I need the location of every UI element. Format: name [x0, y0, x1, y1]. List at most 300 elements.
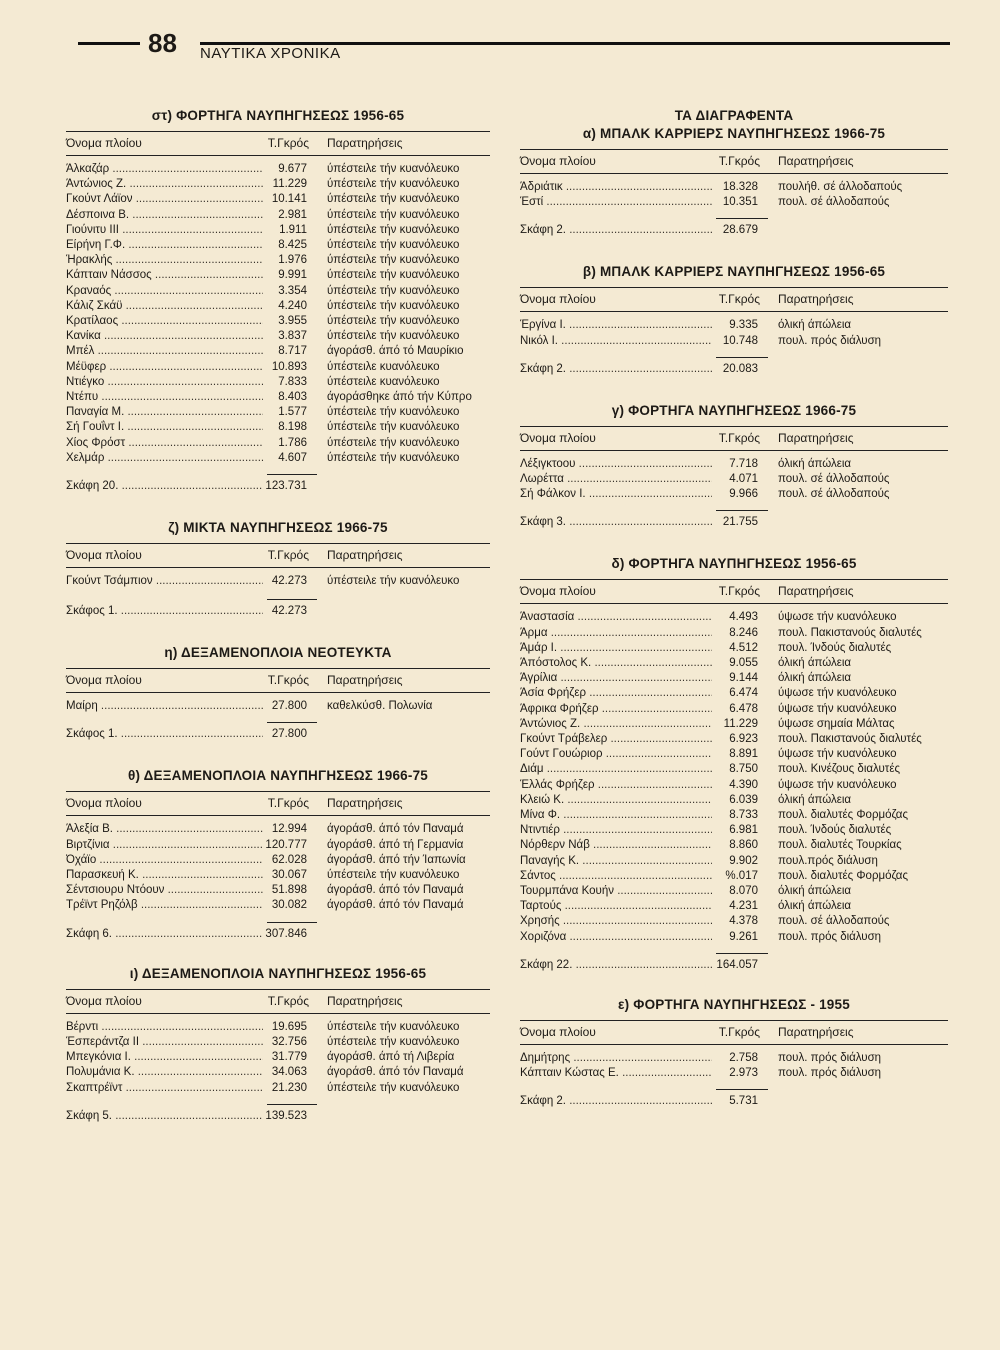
gross-tonnage: 6.923 [729, 733, 758, 746]
ship-name: Κραναός ..... [66, 284, 263, 299]
gross-tonnage: 21.230 [271, 1081, 307, 1094]
ship-name: Άρμα ..... [520, 626, 712, 641]
gross-tonnage: 6.039 [729, 793, 758, 806]
gross-tonnage: 6.478 [729, 702, 758, 715]
ship-name: Άλεξία Β. ..... [66, 822, 263, 837]
gross-tonnage: 8.733 [729, 809, 758, 822]
gross-tonnage: 8.860 [729, 839, 758, 852]
table-row [66, 253, 490, 268]
ship-name: Τρέϊντ Ρηζόλβ ..... [66, 898, 263, 913]
total-note [321, 927, 490, 942]
ship-name: Δημήτρης ..... [520, 1051, 712, 1066]
ship-name: Άγρίλια ..... [520, 671, 712, 686]
remarks: ύπέστειλε τήν κυανόλευκο [327, 178, 460, 191]
remarks: ύπέστειλε τήν κυανόλευκο [327, 406, 460, 419]
table-row [66, 405, 490, 420]
gross-tonnage: 9.677 [278, 163, 307, 175]
table-row [66, 838, 490, 853]
ship-name: Μίνα Φ. ..... [520, 808, 712, 823]
ship-name: Έστί ..... [520, 195, 712, 210]
table-row [66, 1020, 490, 1035]
remarks: ύπέστειλε τήν κυανόλευκο [327, 1020, 460, 1033]
remarks: ύπέστειλε τήν κυανόλευκο [327, 239, 460, 252]
table-row [66, 420, 490, 435]
total-rule [520, 510, 948, 511]
table-row [66, 344, 490, 359]
column-header-tonnage: Τ.Γκρός [267, 548, 309, 563]
gross-tonnage: 8.750 [729, 763, 758, 776]
remarks: όλική άπώλεια [778, 793, 852, 806]
table-row [520, 1051, 948, 1066]
total-row [520, 362, 948, 377]
ship-name: Ήρακλής ..... [66, 253, 263, 268]
gross-tonnage: 9.144 [729, 672, 758, 685]
table-row [520, 1066, 948, 1081]
remarks: ύπέστειλε τήν κυανόλευκο [327, 451, 460, 464]
column-header-tonnage: Τ.Γκρός [267, 796, 309, 811]
gross-tonnage: 3.837 [278, 330, 307, 343]
remarks: πουλ. Ίνδούς διαλυτές [778, 641, 892, 654]
gross-tonnage: 1.911 [279, 223, 307, 236]
section-e [520, 997, 948, 1109]
column-header-notes: Παρατηρήσεις [778, 292, 854, 307]
remarks: άγοράσθηκε άπό τήν Κύπρο [327, 391, 472, 404]
table-row [66, 699, 490, 714]
gross-tonnage: 7.718 [729, 457, 758, 470]
gross-tonnage: 32.756 [271, 1035, 307, 1048]
total-tonnage: 164.057 [716, 958, 758, 971]
remarks: άγοράσθ. άπό τόν Παναμά [327, 884, 464, 897]
table-row [520, 808, 948, 823]
section-iota [66, 966, 490, 1124]
total-label: Σκάφη 2. ..... [520, 362, 712, 377]
table-row [520, 318, 948, 333]
gross-tonnage: 8.403 [278, 391, 307, 404]
column-header-notes: Παρατηρήσεις [327, 136, 403, 150]
gross-tonnage: 4.493 [729, 611, 758, 624]
header-rule-left [78, 42, 140, 45]
total-block [520, 357, 948, 377]
total-rule [66, 474, 490, 475]
ship-name: Δέσποινα Β. ..... [66, 208, 263, 223]
ship-name: Γιούνιτυ ΙΙΙ ..... [66, 223, 263, 238]
ship-name: Μαίρη ..... [66, 699, 263, 714]
section-title: ε) ΦΟΡΤΗΓΑ ΝΑΥΠΗΓΗΣΕΩΣ - 1955 [618, 996, 850, 1013]
column-header-tonnage: Τ.Γκρός [267, 136, 309, 150]
table-row [520, 747, 948, 762]
table-row [520, 180, 948, 195]
gross-tonnage: 9.335 [729, 319, 758, 332]
table-row [66, 822, 490, 837]
remarks: ύπέστειλε τήν κυανόλευκο [327, 284, 460, 297]
total-tonnage: 139.523 [265, 1109, 307, 1122]
gross-tonnage: 120.777 [265, 838, 307, 851]
ship-name: Είρήνη Γ.Φ. ..... [66, 238, 263, 253]
remarks: ύπέστειλε τήν κυανόλευκο [327, 421, 460, 434]
total-label: Σκάφη 2. ..... [520, 1094, 712, 1109]
ship-name: Ταρτούς ..... [520, 899, 712, 914]
section-a [520, 126, 948, 238]
remarks: ύπέστειλε τήν κυανόλευκο [327, 299, 460, 312]
gross-tonnage: 9.966 [729, 488, 758, 501]
total-label: Σκάφη 6. ..... [66, 927, 263, 942]
remarks: ύπέστειλε τήν κυανόλευκο [327, 330, 460, 343]
gross-tonnage: 11.229 [272, 178, 307, 191]
remarks: ύψωσε σημαία Μάλτας [778, 717, 895, 730]
ship-name: Λωρέττα ..... [520, 472, 712, 487]
ship-name: Χίος Φρόστ ..... [66, 436, 263, 451]
table-header [66, 791, 490, 816]
table-row [520, 838, 948, 853]
ship-name: Κάλιζ Σκάϋ ..... [66, 299, 263, 314]
ship-name: Όχάϊο ..... [66, 853, 263, 868]
remarks: όλική άπώλεια [778, 657, 852, 670]
remarks: ύπέστειλε τήν κυανόλευκο [327, 193, 460, 206]
gross-tonnage: 34.063 [271, 1066, 307, 1079]
ship-name: Έλλάς Φρήζερ ..... [520, 778, 712, 793]
gross-tonnage: 11.229 [723, 717, 758, 730]
gross-tonnage: 9.902 [729, 854, 758, 867]
ship-name: Άπόστολος Κ. ..... [520, 656, 712, 671]
total-row [520, 958, 948, 973]
remarks: πουλ. σέ άλλοδαπούς [778, 473, 890, 486]
remarks: άγοράσθ. άπό τή Γερμανία [327, 838, 464, 851]
table-row [66, 868, 490, 883]
column-header-name: Όνομα πλοίου [520, 584, 596, 599]
ship-name: Άλκαζάρ ..... [66, 162, 263, 177]
removed-ships-title: ΤΑ ΔΙΑΓΡΑΦΕΝΤΑ [674, 107, 794, 124]
total-row [66, 1109, 490, 1124]
ship-name: Ντιντιέρ ..... [520, 823, 712, 838]
total-block [520, 510, 948, 530]
gross-tonnage: %.017 [725, 869, 758, 882]
table-row [66, 1065, 490, 1080]
section-g [520, 403, 948, 531]
total-tonnage: 21.755 [722, 516, 758, 529]
section-title: ι) ΔΕΞΑΜΕΝΟΠΛΟΙΑ ΝΑΥΠΗΓΗΣΕΩΣ 1956-65 [129, 965, 427, 982]
column-header-tonnage: Τ.Γκρός [718, 430, 760, 445]
gross-tonnage: 30.067 [271, 869, 307, 882]
gross-tonnage: 8.246 [729, 626, 758, 639]
ship-name: Έργίνα Ι. ..... [520, 318, 712, 333]
table-row [520, 930, 948, 945]
remarks: πουλ. Κινέζους διαλυτές [778, 763, 901, 776]
gross-tonnage: 8.198 [278, 421, 307, 434]
ship-name: Χοριζόνα ..... [520, 930, 712, 945]
total-rule [520, 1089, 948, 1090]
section-title: α) ΜΠΑΛΚ ΚΑΡΡΙΕΡΣ ΝΑΥΠΗΓΗΣΕΩΣ 1966-75 [582, 125, 886, 142]
total-rule [66, 1104, 490, 1105]
remarks: πουλ. πρός διάλυση [778, 1067, 882, 1080]
gross-tonnage: 3.955 [278, 315, 307, 328]
remarks: πουλ. διαλυτές Φορμόζας [778, 869, 908, 882]
total-note [321, 479, 490, 494]
table-row [66, 329, 490, 344]
total-note [321, 727, 490, 742]
remarks: πουλ. Πακιστανούς διαλυτές [778, 626, 922, 639]
total-rule [66, 722, 490, 723]
table-row [66, 208, 490, 223]
column-header-notes: Παρατηρήσεις [778, 154, 854, 168]
column-header-tonnage: Τ.Γκρός [718, 292, 760, 307]
column-header-notes: Παρατηρήσεις [778, 430, 854, 445]
table-row [66, 436, 490, 451]
gross-tonnage: 18.328 [722, 181, 758, 193]
column-header-notes: Παρατηρήσεις [327, 796, 403, 811]
ship-name: Παρασκευή Κ. ..... [66, 868, 263, 883]
total-note [321, 1109, 490, 1124]
section-title: δ) ΦΟΡΤΗΓΑ ΝΑΥΠΗΓΗΣΕΩΣ 1956-65 [611, 556, 857, 572]
total-block [66, 722, 490, 742]
table-row [520, 717, 948, 732]
column-header-tonnage: Τ.Γκρός [718, 584, 760, 599]
gross-tonnage: 10.893 [271, 360, 307, 373]
table-row [520, 195, 948, 210]
table-row [66, 360, 490, 375]
table-header [66, 131, 490, 156]
ship-name: Γούντ Γουώριορ ..... [520, 747, 712, 762]
ship-name: Σή Γουΐντ Ι. ..... [66, 420, 263, 435]
gross-tonnage: 9.055 [729, 657, 758, 670]
table-header [66, 989, 490, 1014]
column-header-name: Όνομα πλοίου [66, 548, 142, 563]
section-title: β) ΜΠΑΛΚ ΚΑΡΡΙΕΡΣ ΝΑΥΠΗΓΗΣΕΩΣ 1956-65 [582, 264, 886, 280]
total-tonnage: 307.846 [265, 927, 307, 940]
remarks: πουλ.πρός διάλυση [778, 854, 878, 867]
table-row [520, 884, 948, 899]
total-rule [66, 599, 490, 600]
section-th [66, 768, 490, 941]
remarks: πουλ. διαλυτές Φορμόζας [778, 809, 908, 822]
gross-tonnage: 1.976 [278, 254, 307, 267]
ship-name: Νικόλ Ι. ..... [520, 334, 712, 349]
gross-tonnage: 10.351 [722, 196, 758, 209]
column-header-notes: Παρατηρήσεις [327, 673, 403, 688]
table-row [66, 883, 490, 898]
total-tonnage: 28.679 [722, 224, 758, 237]
remarks: άγοράσθ. άπό τή Λιβερία [327, 1051, 455, 1064]
remarks: άγοράσθ. άπό τό Μαυρίκιο [327, 345, 464, 358]
total-rule [520, 953, 948, 954]
ship-name: Παναγία Μ. ..... [66, 405, 263, 420]
gross-tonnage: 4.390 [729, 778, 758, 791]
gross-tonnage: 8.717 [278, 345, 307, 358]
table-header [520, 1020, 948, 1045]
table-row [66, 1035, 490, 1050]
gross-tonnage: 19.695 [271, 1020, 307, 1033]
ship-name: Βιρτζίνια ..... [66, 838, 263, 853]
ship-name: Κλειώ Κ. ..... [520, 793, 712, 808]
total-row [520, 515, 948, 530]
table-row [520, 823, 948, 838]
total-note [321, 604, 490, 619]
gross-tonnage: 2.758 [729, 1051, 758, 1064]
table-row [66, 299, 490, 314]
ship-name: Βέρντι ..... [66, 1020, 263, 1035]
gross-tonnage: 1.786 [278, 436, 307, 449]
total-tonnage: 123.731 [265, 480, 307, 493]
section-title: ζ) ΜΙΚΤΑ ΝΑΥΠΗΓΗΣΕΩΣ 1966-75 [168, 519, 388, 536]
remarks: όλική άπώλεια [778, 900, 852, 913]
total-note [772, 223, 948, 238]
gross-tonnage: 1.577 [278, 406, 307, 419]
total-block [520, 1089, 948, 1109]
ship-name: Άναστασία ..... [520, 610, 712, 625]
remarks: πουλήθ. σέ άλλοδαπούς [778, 181, 903, 193]
table-row [66, 1050, 490, 1065]
section-i [66, 645, 490, 742]
remarks: ύψωσε τήν κυανόλευκο [778, 702, 897, 715]
total-row [66, 727, 490, 742]
total-row [520, 1094, 948, 1109]
table-row [520, 671, 948, 686]
remarks: ύπέστειλε τήν κυανόλευκο [327, 254, 460, 267]
remarks: ύπέστειλε τήν κυανόλευκο [327, 436, 460, 449]
remarks: ύψωσε τήν κυανόλευκο [778, 611, 897, 624]
remarks: πουλ. σέ άλλοδαπούς [778, 488, 890, 501]
column-header-notes: Παρατηρήσεις [778, 584, 854, 599]
table-row [66, 898, 490, 913]
total-block [66, 599, 490, 619]
total-note [772, 958, 948, 973]
page-number: 88 [148, 28, 177, 58]
table-row [66, 853, 490, 868]
section-title: γ) ΦΟΡΤΗΓΑ ΝΑΥΠΗΓΗΣΕΩΣ 1966-75 [611, 402, 857, 419]
remarks: ύψωσε τήν κυανόλευκο [778, 748, 897, 761]
ship-name: Πολυμάνια Κ. ..... [66, 1065, 263, 1080]
table-row [520, 899, 948, 914]
table-header [66, 668, 490, 693]
total-row [520, 223, 948, 238]
total-label: Σκάφη 22. ..... [520, 958, 712, 973]
total-tonnage: 27.800 [271, 728, 307, 741]
total-note [772, 1094, 948, 1109]
gross-tonnage: 62.028 [271, 853, 307, 866]
ship-name: Άντώνιος Ζ. ..... [66, 177, 263, 192]
remarks: πουλ. σέ άλλοδαπούς [778, 915, 890, 928]
table-row [66, 451, 490, 466]
section-st [66, 108, 490, 494]
gross-tonnage: 3.354 [278, 284, 307, 297]
total-label: Σκάφη 2. ..... [520, 223, 712, 238]
total-block [520, 953, 948, 973]
column-header-notes: Παρατηρήσεις [327, 548, 403, 563]
table-row [66, 284, 490, 299]
column-header-name: Όνομα πλοίου [520, 154, 596, 168]
section-b [520, 264, 948, 376]
gross-tonnage: 10.748 [722, 334, 758, 347]
total-label: Σκάφος 1. ..... [66, 727, 263, 742]
table-header [520, 426, 948, 451]
gross-tonnage: 8.425 [278, 239, 307, 252]
column-header-notes: Παρατηρήσεις [778, 1024, 854, 1039]
remarks: ύπέστειλε τήν κυανόλευκο [327, 163, 460, 175]
ship-name: Έσπεράντζα ΙΙ ..... [66, 1035, 263, 1050]
ship-name: Νόρθερν Νάβ ..... [520, 838, 712, 853]
total-row [66, 479, 490, 494]
gross-tonnage: 2.973 [729, 1067, 758, 1080]
ship-name: Άφρικα Φρήζερ ..... [520, 702, 712, 717]
gross-tonnage: 8.891 [729, 748, 758, 761]
total-tonnage: 5.731 [729, 1095, 758, 1108]
gross-tonnage: 9.991 [278, 269, 307, 282]
remarks: πουλ. πρός διάλυση [778, 930, 882, 943]
table-row [520, 869, 948, 884]
section-title: στ) ΦΟΡΤΗΓΑ ΝΑΥΠΗΓΗΣΕΩΣ 1956-65 [151, 107, 405, 124]
ship-name: Κρατίλαος ..... [66, 314, 263, 329]
table-header [520, 149, 948, 174]
gross-tonnage: 4.071 [729, 473, 758, 486]
table-row [66, 223, 490, 238]
table-row [520, 457, 948, 472]
gross-tonnage: 51.898 [271, 884, 307, 897]
gross-tonnage: 4.512 [729, 641, 758, 654]
table-row [520, 487, 948, 502]
total-tonnage: 42.273 [271, 605, 307, 618]
ship-name: Γκούντ Λάϊον ..... [66, 192, 263, 207]
page-header [78, 30, 950, 70]
remarks: άγοράσθ. άπό τήν Ίαπωνία [327, 853, 466, 866]
remarks: ύπέστειλε τήν κυανόλευκο [327, 1081, 460, 1094]
table-row [520, 914, 948, 929]
remarks: ύπέστειλε τήν κυανόλευκο [327, 575, 460, 588]
remarks: ύπέστειλε τήν κυανόλευκο [327, 315, 460, 328]
ship-name: Άσία Φρήζερ ..... [520, 686, 712, 701]
table-row [66, 390, 490, 405]
column-header-name: Όνομα πλοίου [66, 993, 142, 1008]
remarks: άγοράσθ. άπό τόν Παναμά [327, 899, 464, 912]
ship-name: Χρησής ..... [520, 914, 712, 929]
ship-name: Γκούντ Τράβελερ ..... [520, 732, 712, 747]
ship-name: Λέξιγκτοου ..... [520, 457, 712, 472]
total-rule [520, 218, 948, 219]
gross-tonnage: 4.378 [729, 915, 758, 928]
column-header-tonnage: Τ.Γκρός [718, 1024, 760, 1039]
table-row [520, 793, 948, 808]
table-header [66, 543, 490, 568]
remarks: ύπέστειλε τήν κυανόλευκο [327, 269, 460, 282]
column-header-name: Όνομα πλοίου [66, 136, 142, 150]
ship-name: Σκαπτρέϊντ ..... [66, 1081, 263, 1096]
column-header-name: Όνομα πλοίου [66, 796, 142, 811]
table-row [520, 656, 948, 671]
table-row [66, 375, 490, 390]
table-row [66, 192, 490, 207]
total-label: Σκάφη 5. ..... [66, 1109, 263, 1124]
ship-name: Ντέπυ ..... [66, 390, 263, 405]
left-column [66, 108, 490, 1146]
remarks: πουλ. Ίνδούς διαλυτές [778, 824, 892, 837]
table-row [66, 177, 490, 192]
table-row [66, 1081, 490, 1096]
table-row [66, 238, 490, 253]
table-row [520, 610, 948, 625]
remarks: όλική άπώλεια [778, 885, 852, 898]
section-title: η) ΔΕΞΑΜΕΝΟΠΛΟΙΑ ΝΕΟΤΕΥΚΤΑ [164, 644, 392, 661]
total-label: Σκάφη 20. ..... [66, 479, 263, 494]
ship-name: Τουρμπάνα Κουήν ..... [520, 884, 712, 899]
ship-name: Μέϋφερ ..... [66, 360, 263, 375]
table-row [66, 574, 490, 589]
total-note [772, 362, 948, 377]
ship-name: Άδριάτικ ..... [520, 180, 712, 195]
right-column [520, 108, 948, 1131]
gross-tonnage: 8.070 [729, 885, 758, 898]
column-header-tonnage: Τ.Γκρός [267, 673, 309, 688]
table-row [520, 732, 948, 747]
ship-name: Άντώνιος Ζ. ..... [520, 717, 712, 732]
gross-tonnage: 27.800 [271, 700, 307, 713]
